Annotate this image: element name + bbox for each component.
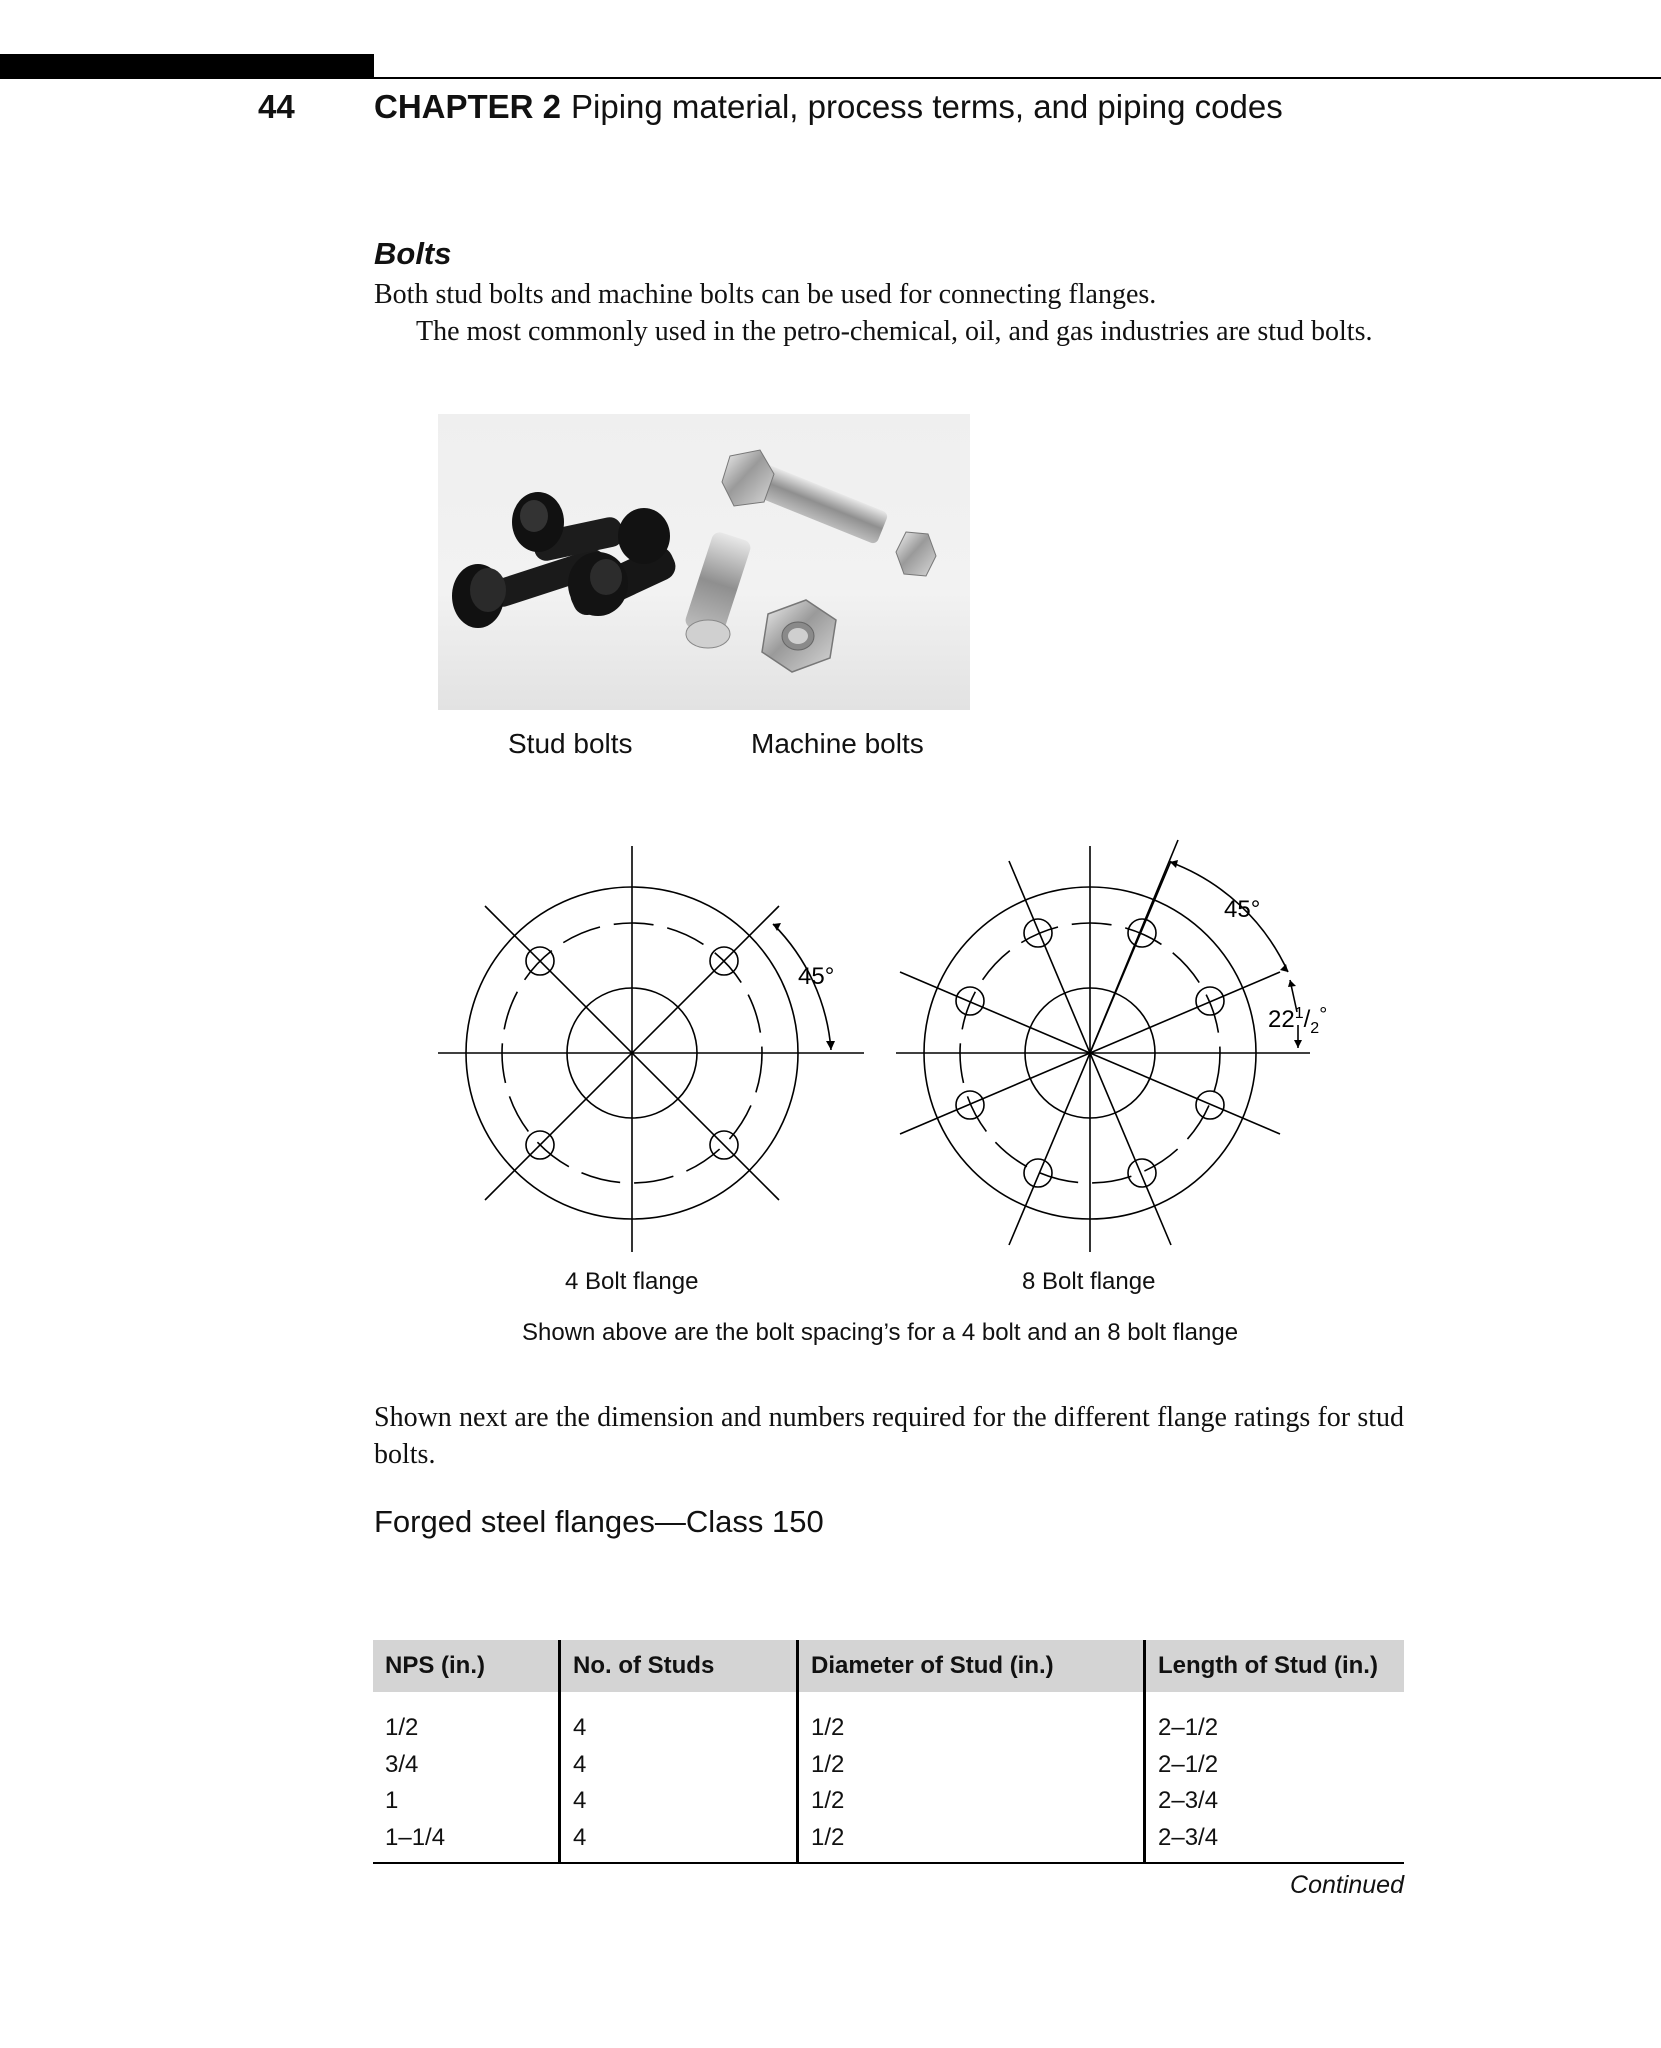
header-no-of-studs: No. of Studs <box>560 1640 798 1692</box>
header-rule-thick <box>0 54 374 79</box>
page-number: 44 <box>258 88 295 125</box>
chapter-label: CHAPTER 2 <box>374 88 562 125</box>
cell-studs: 4 <box>560 1820 798 1864</box>
cell-length: 2–1/2 <box>1145 1692 1405 1747</box>
cell-length: 2–3/4 <box>1145 1783 1405 1820</box>
paragraph: The most commonly used in the petro-chemical, oil, and gas industries are stud bolts. <box>416 316 1373 347</box>
stud-bolt-table <box>373 1640 1404 1864</box>
cell-nps: 1–1/4 <box>373 1820 560 1864</box>
running-header <box>374 88 1283 126</box>
continued-label: Continued <box>1290 1871 1404 1899</box>
header-rule-thin <box>374 77 1661 79</box>
cell-studs: 4 <box>560 1692 798 1747</box>
cell-diameter: 1/2 <box>798 1747 1145 1784</box>
flange-diagrams <box>430 832 1335 1262</box>
cell-nps: 3/4 <box>385 1750 419 1778</box>
chapter-title: Piping material, process terms, and piping codes <box>571 88 1283 125</box>
bolts-photo <box>438 414 970 710</box>
cell-length: 2–1/2 <box>1145 1747 1405 1784</box>
header-length: Length of Stud (in.) <box>1145 1640 1405 1692</box>
table-row <box>373 1747 1404 1784</box>
half-angle-label: $22^1/_2^\circ$ <box>1268 1004 1328 1037</box>
cell-diameter: 1/2 <box>798 1692 1145 1747</box>
cell-studs: 4 <box>560 1747 798 1784</box>
half-angle-denominator: 2 <box>1310 1020 1320 1037</box>
intro-paragraph: Shown next are the dimension and numbers required for the different flange ratings for stud bolts. <box>374 1402 1404 1470</box>
angle-label-4bolt: 45° <box>798 963 835 990</box>
cell-studs: 4 <box>560 1783 798 1820</box>
cell-nps: 1/2 <box>385 1714 419 1742</box>
angle-label-8bolt: 45° <box>1224 896 1261 923</box>
photo-caption-stud: Stud bolts <box>508 728 633 759</box>
section-body <box>374 276 1404 350</box>
table-row <box>373 1692 1404 1747</box>
photo-caption-machine: Machine bolts <box>751 728 924 759</box>
table-header-row <box>373 1640 1404 1692</box>
label-4bolt-flange: 4 Bolt flange <box>565 1268 699 1295</box>
cell-diameter: 1/2 <box>798 1820 1145 1864</box>
half-angle-whole: 22 <box>1268 1006 1295 1033</box>
cell-length: 2–3/4 <box>1145 1820 1405 1864</box>
four-bolt-flange-drawing <box>438 846 864 1252</box>
header-diameter: Diameter of Stud (in.) <box>798 1640 1145 1692</box>
section-heading: Bolts <box>374 236 452 271</box>
table-title: Forged steel flanges—Class 150 <box>374 1504 824 1539</box>
paragraph: Both stud bolts and machine bolts can be used for connecting flanges. <box>374 279 1157 310</box>
cell-diameter: 1/2 <box>798 1783 1145 1820</box>
diagram-caption: Shown above are the bolt spacing’s for a 4 bolt and an 8 bolt flange <box>522 1319 1239 1346</box>
header-nps: NPS (in.) <box>373 1640 560 1692</box>
table-row <box>373 1783 1404 1820</box>
half-angle-numerator: 1 <box>1294 1005 1304 1022</box>
cell-nps: 1 <box>385 1787 399 1815</box>
label-8bolt-flange: 8 Bolt flange <box>1022 1268 1156 1295</box>
bolts-photo-graphic <box>438 414 970 710</box>
table-row <box>373 1820 1404 1864</box>
